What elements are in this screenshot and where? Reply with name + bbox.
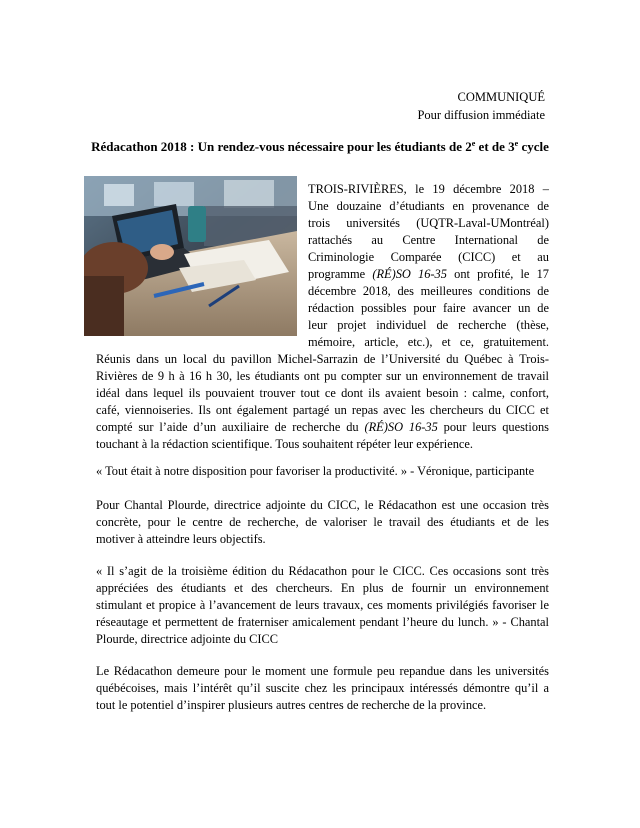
para1-full-line-2: Rivières de 9 h à 16 h 30, les étudiants ont pu compter sur un environnement de travail (96, 369, 549, 383)
reso-program-name-2: (RÉ)SO 16-35 (364, 420, 438, 434)
para2-line-3: motiver à atteindre leurs objectifs. (96, 532, 266, 546)
quote2-line-1: « Il s’agit de la troisième édition du Rédacathon pour le CICC. Ces occasions sont très (96, 564, 549, 578)
para1-full-line-4: café, viennoiseries. Ils ont également partagé un repas avec les chercheurs du CICC et (96, 403, 549, 417)
compte-text: compté sur l’aide d’un auxiliaire de recherche du (96, 420, 365, 434)
para1-line-7: décembre 2018, des meilleures conditions de (308, 284, 549, 298)
para1-full-line-6: touchant à la rédaction scientifique. Tous souhaitent répéter leur expérience. (96, 437, 474, 451)
quote2-line-3: stimulant et propice à l’avancement de leurs travaux, ces moments privilégiés favoriser le (96, 598, 549, 612)
quote2-line-2: appréciées des étudiants et des chercheurs. En plus de fournir un environnement (96, 581, 549, 595)
para1-line-6 (308, 266, 549, 283)
title-part-2: et de 3 (475, 139, 515, 154)
para1-line-1: TROIS-RIVIÈRES, le 19 décembre 2018 – (308, 182, 549, 196)
para1-line-3: trois universités (UQTR-Laval-UMontréal) (308, 216, 549, 230)
communique-label: COMMUNIQUÉ (457, 90, 545, 104)
diffusion-label: Pour diffusion immédiate (417, 108, 545, 122)
paragraph-1-wrapped (308, 181, 549, 351)
quote2-line-4: réseautage et permettent de fraterniser amicalement pendant l’heure du lunch. » - Chantal (96, 615, 549, 629)
para1-full-line-3: idéal dans lequel ils pouvaient trouver tout ce dont ils avaient besoin : calme, confort, (96, 386, 549, 400)
para3-line-2: québécoises, mais l’intérêt qu’il suscite chez les principaux intéressés démontre qu’il a (96, 681, 549, 695)
quote2-line-5: Plourde, directrice adjointe du CICC (96, 632, 279, 646)
para1-full-line-5 (96, 419, 549, 436)
questions-text: pour leurs questions (437, 420, 550, 434)
paragraph-3 (96, 663, 549, 714)
title-part-3: cycle (518, 139, 549, 154)
quote1-line: « Tout était à notre disposition pour favoriser la productivité. » - Véronique, participante (96, 464, 535, 478)
title-part-1: Rédacathon 2018 : Un rendez-vous nécessaire pour les étudiants de 2 (91, 139, 472, 154)
para1-full-line-1: Réunis dans un local du pavillon Michel-Sarrazin de l’Université du Québec à Trois- (96, 352, 549, 366)
release-title (0, 139, 640, 155)
para1-line-2: Une douzaine d’étudiants en provenance de (308, 199, 549, 213)
profite-text: ont profité, le 17 (446, 267, 549, 281)
reso-program-name: (RÉ)SO 16-35 (372, 267, 447, 281)
quote-plourde (96, 563, 549, 648)
title-sup-1: e (471, 139, 476, 148)
para3-line-1: Le Rédacathon demeure pour le moment une formule peu repandue dans les universités (96, 664, 549, 678)
quote-veronique (96, 463, 549, 480)
photo-illustration (84, 176, 297, 336)
para1-line-5: Criminologie Comparée (CICC) et au (308, 250, 549, 264)
paragraph-1-continued (96, 351, 549, 453)
para1-line-10: mémoire, article, etc.), et ce, gratuitement. (308, 335, 549, 349)
para1-line-8: rédaction possibles pour faire avancer un de (308, 301, 549, 315)
para2-line-1: Pour Chantal Plourde, directrice adjointe du CICC, le Rédacathon est une occasion très (96, 498, 549, 512)
para1-line-4: rattachés au Centre International de (308, 233, 549, 247)
para1-line-9: leur projet individuel de recherche (thèse, (308, 318, 549, 332)
title-sup-2: e (514, 139, 519, 148)
para3-line-3: tout le potentiel d’inspirer plusieurs autres centres de recherche de la province. (96, 698, 487, 712)
students-writing-photo (84, 176, 297, 336)
programme-text: programme (308, 267, 373, 281)
para2-line-2: concrète, pour le centre de recherche, de valoriser le travail des étudiants et de les (96, 515, 549, 529)
paragraph-2 (96, 497, 549, 548)
